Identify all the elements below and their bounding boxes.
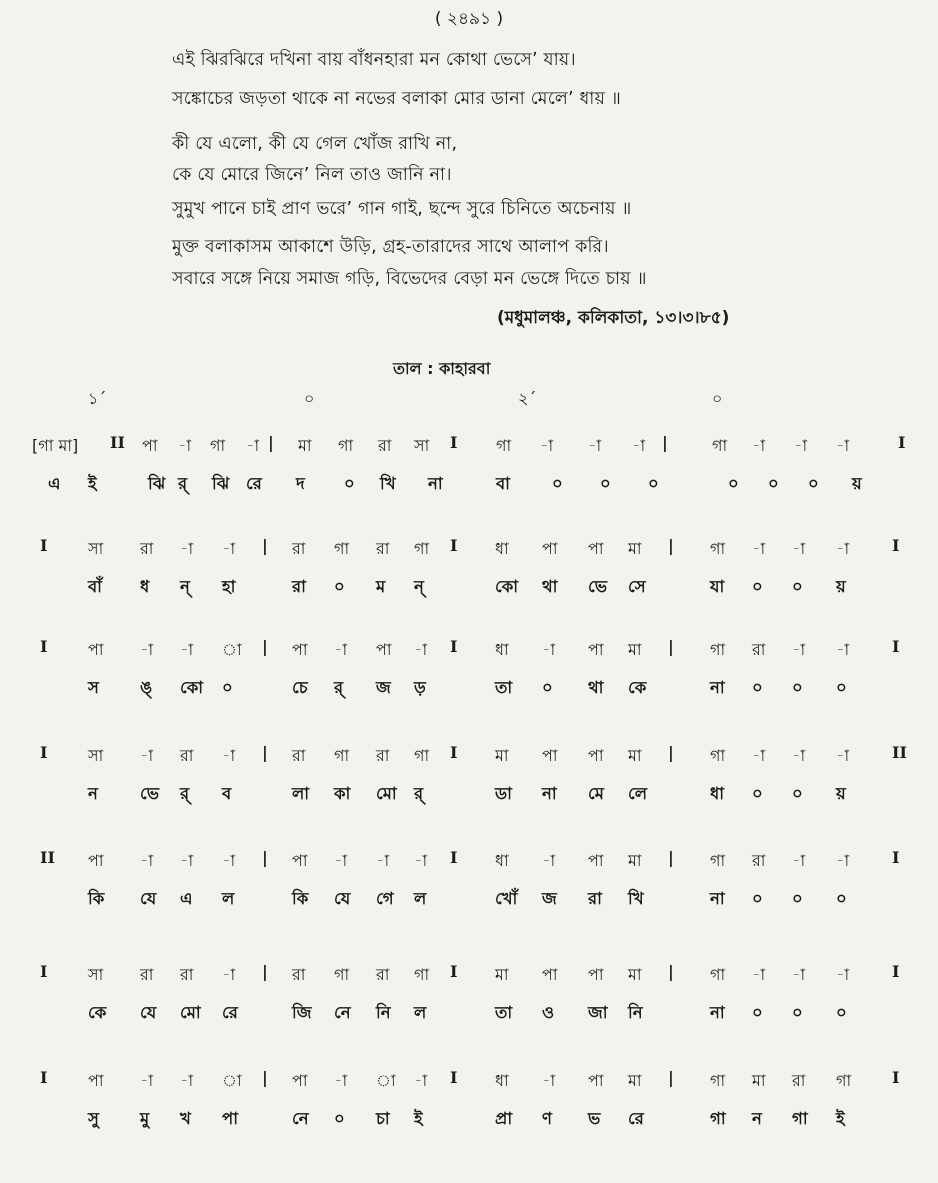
swar-note: -া [180, 1071, 194, 1090]
swar-note: গা [710, 539, 726, 558]
bar-line: I [40, 962, 48, 981]
lyric-syllable: কে [88, 1003, 107, 1022]
swar-note: া [222, 1071, 242, 1090]
swar-note: া [376, 1071, 396, 1090]
swar-note: রা [140, 965, 154, 984]
bar-line: | [262, 743, 268, 762]
swar-note: গা [836, 1071, 852, 1090]
lyric-syllable: গা [710, 1109, 726, 1128]
lyric-syllable: ০ [836, 1003, 847, 1022]
bar-line: I [450, 536, 458, 555]
lyric-syllable: নি [628, 1003, 643, 1022]
swar-note: -া [180, 539, 194, 558]
lyric-syllable: নে [334, 1003, 351, 1022]
swar-note: রা [378, 436, 392, 455]
lyric-syllable: না [428, 474, 443, 493]
swar-note: পা [142, 436, 158, 455]
lyric-syllable: ০ [792, 577, 803, 596]
lyric-syllable: রে [628, 1109, 644, 1128]
lyric-syllable: ব [222, 784, 232, 803]
swar-note: গা [710, 1071, 726, 1090]
lyric-syllable: ০ [792, 889, 803, 908]
lyric-syllable: রা [588, 889, 602, 908]
lyric-syllable: রে [246, 474, 262, 493]
lyric-syllable: র্ [178, 474, 188, 493]
swar-note: গা [710, 640, 726, 659]
lyric-syllable: ০ [600, 474, 611, 493]
swar-note: ধা [495, 539, 509, 558]
lyric-syllable: ০ [752, 784, 763, 803]
swar-note: -া [836, 851, 850, 870]
swar-note: সা [88, 965, 104, 984]
lyric-syllable: প্রা [495, 1109, 513, 1128]
swar-note: গা [710, 851, 726, 870]
swar-note: মা [628, 640, 642, 659]
lyric-syllable: কা [334, 784, 351, 803]
lyric-syllable: সে [628, 577, 646, 596]
lyric-syllable: ০ [334, 1109, 345, 1128]
swar-note: -া [334, 1071, 348, 1090]
lyric-syllable: ঝি [212, 474, 230, 493]
lyric-syllable: যে [140, 1003, 157, 1022]
swar-note: -া [376, 851, 390, 870]
bar-line: | [668, 637, 674, 656]
lyric-syllable: জ [376, 678, 391, 697]
swar-row [0, 1068, 938, 1102]
lyric-syllable-row [0, 574, 938, 608]
swar-note: মা [628, 539, 642, 558]
swar-note: -া [222, 851, 236, 870]
lyric-syllable: ০ [808, 474, 819, 493]
swar-note: -া [542, 640, 556, 659]
swar-note: গা [496, 436, 512, 455]
swar-note: রা [292, 965, 306, 984]
swar-note: গা [710, 965, 726, 984]
lyric-syllable: খোঁ [495, 889, 518, 908]
lyric-syllable: গে [376, 889, 394, 908]
swar-note: গা [414, 746, 430, 765]
lyric-syllable: নে [292, 1109, 309, 1128]
lyric-syllable: র্ [180, 784, 190, 803]
swar-note: সা [414, 436, 430, 455]
lyric-syllable: স [88, 678, 99, 697]
bar-line: I [450, 962, 458, 981]
lyric-line-6: মুক্ত বলাকাসম আকাশে উড়ি, গ্রহ-তারাদের সাথে আলাপ করি। [172, 237, 609, 257]
lyric-syllable: ০ [334, 577, 345, 596]
swar-note: মা [752, 1071, 766, 1090]
lyric-syllable: ন্ [414, 577, 424, 596]
swar-note: -া [792, 965, 806, 984]
lyric-syllable: ০ [792, 678, 803, 697]
lyric-syllable: ই [836, 1109, 845, 1128]
lyric-syllable: ০ [768, 474, 779, 493]
swar-note: -া [140, 851, 154, 870]
lyric-syllable: খ [180, 1109, 191, 1128]
swar-note: পা [88, 1071, 104, 1090]
swar-note: -া [752, 436, 766, 455]
lyric-syllable: ড় [414, 678, 426, 697]
lyric-syllable: ভে [140, 784, 159, 803]
swar-note: পা [588, 965, 604, 984]
swar-note: পা [88, 640, 104, 659]
swar-note: পা [292, 1071, 308, 1090]
swar-row [0, 962, 938, 996]
swar-note: পা [292, 640, 308, 659]
swar-note: -া [140, 640, 154, 659]
lyric-syllable: কো [180, 678, 204, 697]
lyric-syllable: র্ [414, 784, 424, 803]
bar-line: | [262, 962, 268, 981]
beat-mark-1: ১´ [88, 389, 107, 408]
lyric-syllable: যে [140, 889, 157, 908]
lyric-line-1: এই ঝিরঝিরে দখিনা বায় বাঁধনহারা মন কোথা ভেসে’ যায়। [172, 50, 576, 70]
bar-line: | [662, 433, 668, 452]
swar-note: -া [334, 851, 348, 870]
swar-row [0, 848, 938, 882]
lyric-syllable: ০ [222, 678, 233, 697]
bar-line: I [450, 743, 458, 762]
lyric-syllable: যে [334, 889, 351, 908]
swar-note: পা [588, 851, 604, 870]
bar-line: I [40, 536, 48, 555]
lyric-syllable: কো [495, 577, 519, 596]
swar-note: -া [414, 1071, 428, 1090]
swar-note: -া [140, 1071, 154, 1090]
swar-note: মা [628, 746, 642, 765]
bar-line: I [892, 536, 900, 555]
lyric-syllable: বা [496, 474, 510, 493]
lyric-syllable: ০ [752, 577, 763, 596]
lyric-syllable: জা [588, 1003, 608, 1022]
swar-note: গা [414, 539, 430, 558]
swar-note: রা [292, 539, 306, 558]
bar-line: | [668, 962, 674, 981]
swar-note: -া [542, 1071, 556, 1090]
lyric-syllable: ধ [140, 577, 150, 596]
lyric-syllable: ভে [588, 577, 607, 596]
lyric-syllable: তা [495, 1003, 513, 1022]
swar-note: রা [292, 746, 306, 765]
swar-note: -া [836, 746, 850, 765]
bar-line: I [450, 637, 458, 656]
swar-row [0, 433, 938, 467]
lyric-syllable: ০ [344, 474, 355, 493]
swar-note: -া [792, 640, 806, 659]
bar-line: | [268, 433, 274, 452]
swar-note: রা [140, 539, 154, 558]
lyric-syllable-row [0, 1106, 938, 1140]
lyric-syllable-row [0, 886, 938, 920]
bar-line: II [892, 743, 907, 762]
swar-note: -া [836, 640, 850, 659]
lyric-syllable: ০ [752, 1003, 763, 1022]
swar-note: -া [542, 851, 556, 870]
lyric-syllable: জি [292, 1003, 312, 1022]
lyric-syllable: ০ [542, 678, 553, 697]
lyric-syllable: ন [752, 1109, 762, 1128]
lyric-line-7: সবারে সঙ্গে নিয়ে সমাজ গড়ি, বিভেদের বেড়া মন ভেঙ্গে দিতে চায় ॥ [172, 269, 647, 289]
swar-note: সা [88, 539, 104, 558]
swar-note: -া [222, 965, 236, 984]
swar-note: রা [752, 640, 766, 659]
lyric-syllable: ঙ্ [140, 678, 153, 697]
swar-note: া [222, 640, 242, 659]
lyric-syllable: ন [88, 784, 98, 803]
swar-note: সা [88, 746, 104, 765]
swar-note: রা [376, 965, 390, 984]
swar-note: -া [414, 851, 428, 870]
swar-note: পা [542, 539, 558, 558]
lyric-syllable: না [710, 678, 725, 697]
lyric-syllable: লে [628, 784, 647, 803]
lyric-syllable: ০ [792, 784, 803, 803]
swar-note: রা [792, 1071, 806, 1090]
swar-note: -া [752, 746, 766, 765]
swar-note: -া [836, 539, 850, 558]
lyric-line-3: কী যে এলো, কী যে গেল খোঁজ রাখি না, [172, 134, 458, 154]
bar-line: I [450, 1068, 458, 1087]
lyric-syllable: থা [588, 678, 604, 697]
lyric-syllable: ০ [648, 474, 659, 493]
swar-note: -া [632, 436, 646, 455]
bar-line: II [40, 848, 55, 867]
lyric-syllable: ধা [710, 784, 725, 803]
lyric-syllable: না [542, 784, 557, 803]
bar-line: | [668, 1068, 674, 1087]
lyric-syllable: ল [414, 889, 427, 908]
bar-line: I [40, 1068, 48, 1087]
swar-note: -া [792, 746, 806, 765]
lyric-syllable: এ [180, 889, 193, 908]
swar-note: রা [376, 746, 390, 765]
lyric-syllable-row [0, 781, 938, 815]
lyric-syllable: ঝি [148, 474, 166, 493]
lyric-syllable: লা [292, 784, 310, 803]
lyric-syllable: তা [495, 678, 513, 697]
bar-line: I [892, 962, 900, 981]
lyric-syllable-row [0, 1000, 938, 1034]
lyric-syllable: ডা [495, 784, 512, 803]
lyric-syllable: চে [292, 678, 308, 697]
swar-note: -া [836, 965, 850, 984]
swar-note: গা [710, 746, 726, 765]
swar-note: -া [140, 746, 154, 765]
lyric-syllable: থা [542, 577, 558, 596]
swar-note: পা [588, 746, 604, 765]
swar-note: গা [334, 539, 350, 558]
lyric-syllable: ০ [752, 678, 763, 697]
swar-note: পা [588, 539, 604, 558]
lyric-syllable: বাঁ [88, 577, 102, 596]
swar-note: -া [222, 539, 236, 558]
lyric-syllable: ০ [792, 1003, 803, 1022]
swar-row [0, 743, 938, 777]
swar-note: গা [334, 746, 350, 765]
swar-note: গা [414, 965, 430, 984]
tala-title: তাল : কাহারবা [393, 359, 491, 378]
lyric-syllable: এ [48, 474, 61, 493]
lyric-syllable: ই [414, 1109, 423, 1128]
lyric-syllable: র্ [334, 678, 344, 697]
lyric-syllable-row [0, 471, 938, 505]
lyric-syllable: কে [628, 678, 647, 697]
swar-note: মা [298, 436, 312, 455]
lyric-syllable: কি [88, 889, 105, 908]
lyric-syllable: ল [414, 1003, 427, 1022]
bar-line: I [892, 848, 900, 867]
lyric-syllable: ০ [728, 474, 739, 493]
lyric-syllable: মো [180, 1003, 201, 1022]
swar-row [0, 536, 938, 570]
lyric-syllable: ও [542, 1003, 555, 1022]
swar-note: মা [628, 851, 642, 870]
bar-line: II [110, 433, 125, 452]
lyric-syllable: ল [222, 889, 235, 908]
beat-mark-2: ০ [304, 389, 315, 408]
bar-line: | [668, 743, 674, 762]
swar-note: -া [794, 436, 808, 455]
swar-note: পা [542, 746, 558, 765]
lyric-syllable: খি [628, 889, 644, 908]
lyric-syllable: পা [222, 1109, 238, 1128]
bar-line: I [40, 743, 48, 762]
swar-row [0, 637, 938, 671]
swar-note: গা [210, 436, 226, 455]
swar-note: -া [178, 436, 192, 455]
swar-note: [গা মা] [32, 436, 79, 455]
swar-note: -া [180, 640, 194, 659]
swar-note: -া [836, 436, 850, 455]
swar-note: রা [180, 746, 194, 765]
lyric-syllable: খি [380, 474, 396, 493]
swar-note: গা [338, 436, 354, 455]
lyric-syllable: না [710, 1003, 725, 1022]
swar-note: -া [414, 640, 428, 659]
lyric-syllable: ০ [752, 889, 763, 908]
lyric-syllable: য় [836, 577, 846, 596]
lyric-line-4: কে যে মোরে জিনে’ নিল তাও জানি না। [172, 165, 452, 185]
lyric-syllable: হা [222, 577, 236, 596]
lyric-syllable: ই [88, 474, 97, 493]
swar-note: -া [752, 965, 766, 984]
lyric-syllable: ০ [836, 678, 847, 697]
bar-line: | [262, 637, 268, 656]
swar-note: ধা [495, 851, 509, 870]
bar-line: I [898, 433, 906, 452]
lyric-syllable: য় [836, 784, 846, 803]
lyric-syllable: সু [88, 1109, 99, 1128]
lyric-syllable: গা [792, 1109, 808, 1128]
swar-note: -া [246, 436, 260, 455]
swar-note: -া [180, 851, 194, 870]
swar-note: পা [88, 851, 104, 870]
swar-note: মা [495, 746, 509, 765]
swar-note: -া [792, 851, 806, 870]
bar-line: I [892, 637, 900, 656]
swar-note: -া [334, 640, 348, 659]
lyric-syllable-row [0, 675, 938, 709]
lyric-syllable: মে [588, 784, 604, 803]
swar-note: রা [376, 539, 390, 558]
swar-note: -া [752, 539, 766, 558]
swar-note: পা [542, 965, 558, 984]
swar-note: মা [628, 1071, 642, 1090]
beat-mark-3: ২´ [518, 389, 537, 408]
lyric-syllable: রে [222, 1003, 238, 1022]
lyric-syllable: ০ [552, 474, 563, 493]
swar-note: গা [334, 965, 350, 984]
beat-mark-4: ০ [712, 389, 723, 408]
bar-line: I [892, 1068, 900, 1087]
lyric-syllable: দ [296, 474, 305, 493]
lyric-line-5: সুমুখ পানে চাই প্রাণ ভরে’ গান গাই, ছন্দে সুরে চিনিতে অচেনায় ॥ [172, 199, 632, 219]
lyric-syllable: চা [376, 1109, 390, 1128]
swar-note: ধা [495, 640, 509, 659]
swar-note: গা [712, 436, 728, 455]
lyric-syllable: য় [852, 474, 862, 493]
swar-note: রা [752, 851, 766, 870]
lyric-syllable: রা [292, 577, 306, 596]
swar-note: মা [628, 965, 642, 984]
bar-line: I [450, 433, 458, 452]
lyric-syllable: জ [542, 889, 557, 908]
lyric-line-2: সঙ্কোচের জড়তা থাকে না নভের বলাকা মোর ডানা মেলে’ ধায় ॥ [172, 89, 621, 109]
lyric-syllable: যা [710, 577, 725, 596]
bar-line: I [450, 848, 458, 867]
lyric-syllable: মো [376, 784, 397, 803]
swar-note: -া [588, 436, 602, 455]
bar-line: | [668, 536, 674, 555]
swar-note: -া [540, 436, 554, 455]
swar-note: পা [376, 640, 392, 659]
page-number: ( ২৪৯১ ) [434, 9, 504, 29]
swar-note: -া [222, 746, 236, 765]
swar-note: ধা [495, 1071, 509, 1090]
swar-note: পা [588, 640, 604, 659]
bar-line: | [668, 848, 674, 867]
lyric-syllable: ম [376, 577, 386, 596]
lyric-syllable: না [710, 889, 725, 908]
bar-line: | [262, 536, 268, 555]
lyric-syllable: কি [292, 889, 309, 908]
swar-note: -া [792, 539, 806, 558]
swar-note: পা [292, 851, 308, 870]
bar-line: | [262, 1068, 268, 1087]
lyric-syllable: ণ [542, 1109, 552, 1128]
swar-note: মা [495, 965, 509, 984]
lyric-syllable: ০ [836, 889, 847, 908]
lyric-syllable: ন্ [180, 577, 190, 596]
bar-line: I [40, 637, 48, 656]
bar-line: | [262, 848, 268, 867]
lyric-syllable: মু [140, 1109, 150, 1128]
swar-note: পা [588, 1071, 604, 1090]
lyric-syllable: ভ [588, 1109, 601, 1128]
lyric-syllable: নি [376, 1003, 391, 1022]
source-citation: (মধুমালঞ্চ, কলিকাতা, ১৩।৩।৮৫) [497, 308, 730, 328]
swar-note: রা [180, 965, 194, 984]
